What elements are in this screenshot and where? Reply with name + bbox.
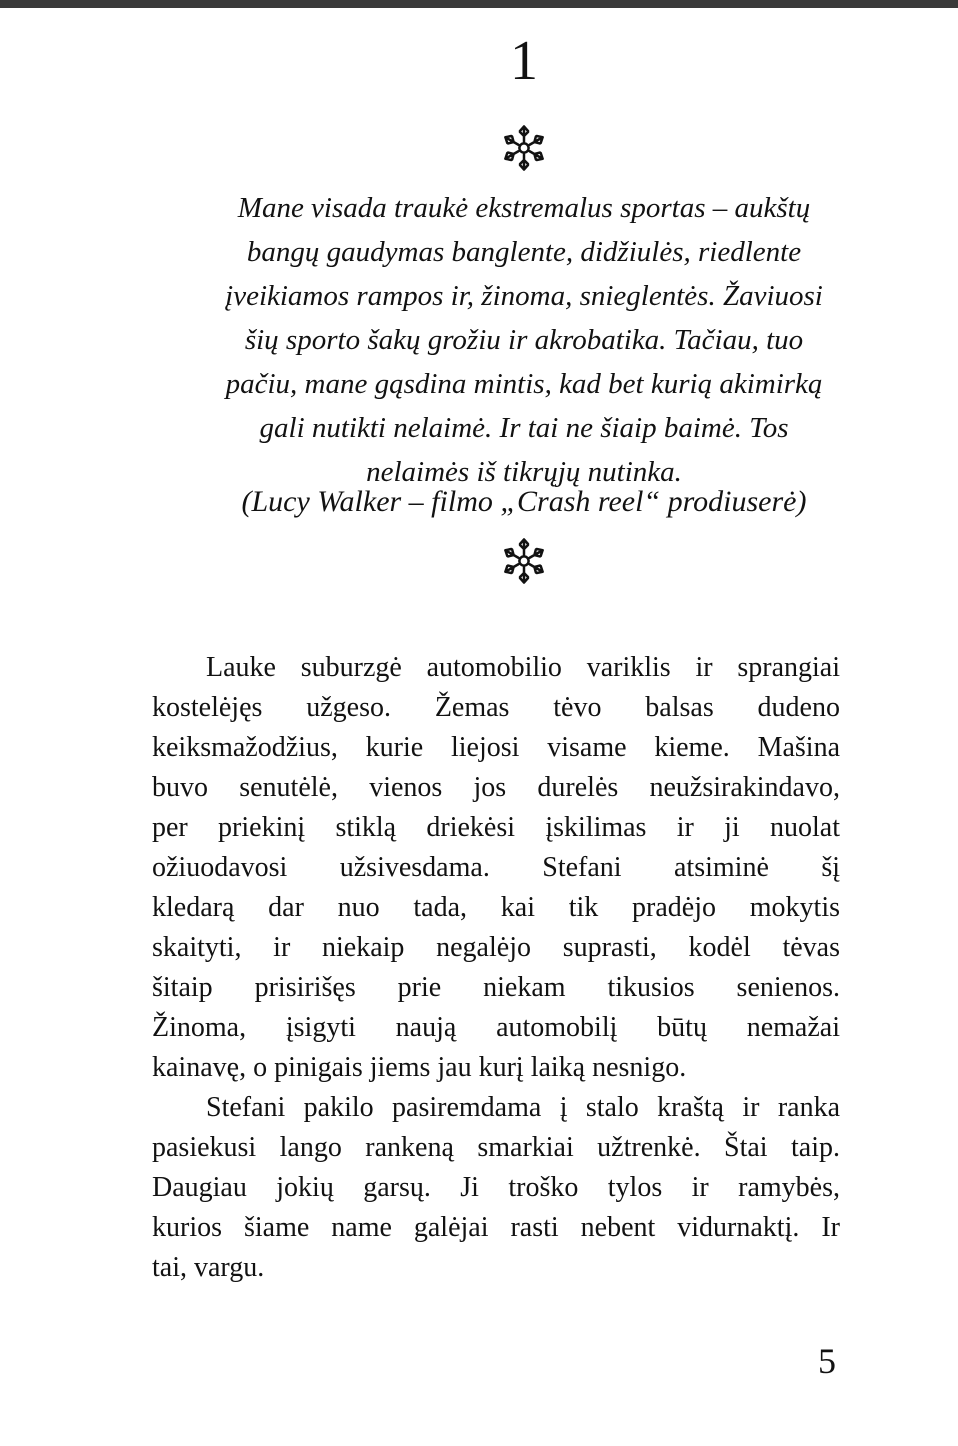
snowflake-ornament-bottom: [105, 536, 943, 591]
body-text-line: kostelėjęs užgeso. Žemas tėvo balsas dudeno: [152, 692, 840, 723]
epigraph: [105, 186, 943, 494]
body-text-line: Žinoma, įsigyti naują automobilį būtų nemažai: [152, 1012, 840, 1043]
page-number: 5: [818, 1341, 836, 1381]
body-text-line: kainavę, o pinigais jiems jau kurį laiką nesnigo.: [152, 1052, 687, 1083]
body-text: [152, 648, 840, 1288]
body-text-line: ožiuodavosi užsivesdama. Stefani atsiminė šį: [152, 852, 840, 883]
body-text-line: Stefani pakilo pasiremdama į stalo kraštą ir ranka: [206, 1092, 840, 1123]
body-text-line: pasiekusi lango rankeną smarkiai užtrenkė. Štai taip.: [152, 1132, 840, 1163]
chapter-number: 1: [510, 30, 538, 92]
body-text-line: per priekinį stiklą driekėsi įskilimas ir ji nuolat: [152, 812, 840, 843]
epigraph-line: šių sporto šakų grožiu ir akrobatika. Tačiau, tuo: [244, 324, 804, 356]
epigraph-line: pačiu, mane gąsdina mintis, kad bet kurią akimirką: [225, 368, 823, 400]
window-top-bar: [0, 0, 958, 8]
body-text-line: tai, vargu.: [152, 1252, 265, 1283]
body-text-line: kledarą dar nuo tada, kai tik pradėjo mokytis: [152, 892, 840, 923]
epigraph-line: Mane visada traukė ekstremalus sportas – aukštų: [237, 192, 811, 224]
epigraph-line: bangų gaudymas banglente, didžiulės, riedlente: [246, 236, 802, 268]
body-text-line: skaityti, ir niekaip negalėjo suprasti, kodėl tėvas: [152, 932, 840, 963]
snowflake-icon: [500, 123, 548, 173]
body-text-line: Lauke suburzgė automobilio variklis ir sprangiai: [206, 652, 840, 683]
epigraph-line: įveikiamos rampos ir, žinoma, snieglentės. Žaviuosi: [225, 280, 823, 312]
body-text-line: Daugiau jokių garsų. Ji troško tylos ir ramybės,: [152, 1172, 840, 1203]
snowflake-icon: [500, 536, 548, 586]
epigraph-attribution: (Lucy Walker – filmo „Crash reel“ prodiuserė): [241, 485, 807, 518]
snowflake-ornament-top: [105, 123, 943, 178]
epigraph-line: gali nutikti nelaimė. Ir tai ne šiaip baimė. Tos: [259, 412, 789, 444]
epigraph-line: nelaimės iš tikrųjų nutinka.: [366, 456, 682, 488]
body-text-line: kurios šiame name galėjai rasti nebent vidurnaktį. Ir: [152, 1212, 840, 1243]
body-text-line: keiksmažodžius, kurie liejosi visame kieme. Mašina: [152, 732, 840, 763]
body-text-line: buvo senutėlė, vienos jos durelės neužsirakindavo,: [152, 772, 840, 803]
body-text-line: šitaip prisirišęs prie niekam tikusios senienos.: [152, 972, 840, 1003]
